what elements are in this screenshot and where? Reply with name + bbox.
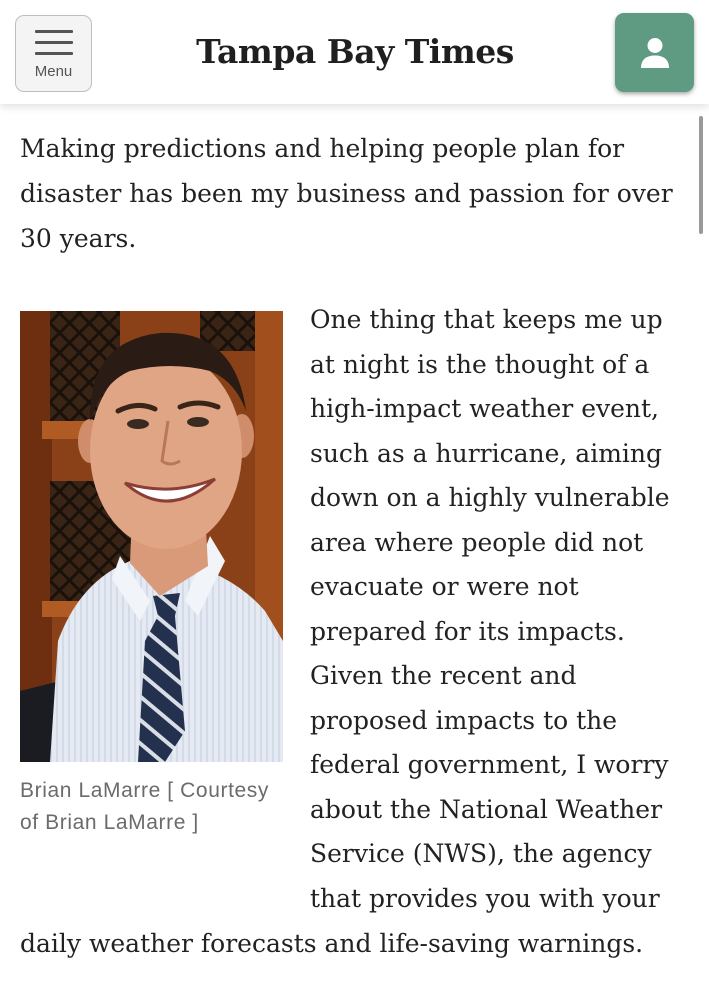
photo-caption: Brian LaMarre [ Courtesy of Brian LaMarre ] [20, 779, 269, 834]
body-line: high-impact weather event, [310, 394, 659, 423]
body-line: at night is the thought of a [310, 349, 650, 379]
account-button[interactable] [615, 13, 694, 92]
site-logo[interactable]: Tampa Bay Times [196, 32, 514, 71]
article-paragraph-intro: Making predictions and helping people plan for disaster has been my business and passion for over 30 years. [20, 134, 673, 253]
site-header [0, 0, 709, 104]
article-paragraph-body [310, 298, 700, 921]
body-line: evacuate or were not [310, 572, 579, 601]
body-line: such as a hurricane, aiming [310, 438, 663, 468]
body-line: Given the recent and [310, 661, 577, 690]
menu-label: Menu [34, 63, 73, 80]
body-line: prepared for its impacts. [310, 616, 625, 646]
body-line: down on a highly vulnerable [310, 483, 670, 512]
author-photo [20, 311, 283, 762]
body-line: federal government, I worry [310, 750, 669, 779]
hamburger-icon [35, 30, 73, 56]
scrollbar[interactable] [699, 116, 703, 234]
body-line: One thing that keeps me up [310, 305, 663, 334]
body-line: area where people did not [310, 527, 644, 557]
body-line: Service (NWS), the agency [310, 839, 652, 868]
user-icon [640, 37, 670, 69]
body-line: proposed impacts to the [310, 705, 618, 735]
body-line: about the National Weather [310, 794, 663, 824]
body-line-last: daily weather forecasts and life-saving warnings. [20, 929, 644, 958]
body-line: that provides you with your [310, 883, 660, 913]
menu-button[interactable] [15, 15, 92, 92]
